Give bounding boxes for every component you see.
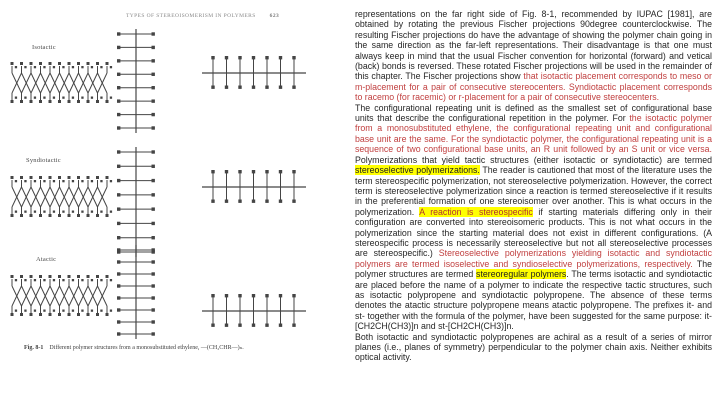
tacticity-label-atactic: Atactic	[36, 256, 57, 263]
syndiotactic-fischer-horizontal-diagram	[200, 166, 308, 206]
paragraph	[355, 9, 712, 103]
figure-caption-text: Different polymer structures from a monosubstituted ethylene, —(CH₂CHR—)ₙ.	[49, 345, 244, 351]
running-header	[126, 13, 326, 19]
syndiotactic-chain-diagram	[8, 167, 113, 225]
running-header-page-number: 623	[269, 13, 280, 19]
text-segment: if starting materials differing only in their configuration are converted into stereoisomeric products. This is not what occurs in the polymerization since the starting material does not exist in different configurations. (A stereospecific process is necessarily stereoselective but not all stereoselective processes are stereospecific.)	[355, 206, 712, 259]
paragraph	[355, 332, 712, 363]
figure-caption	[24, 344, 324, 351]
text-segment: Polymerizations that yield tactic structures (either isotactic or syndiotactic) are termed	[355, 154, 712, 165]
paragraph	[355, 103, 712, 332]
text-segment: representations on the far right side of Fig. 8-1, recommended by IUPAC [1981], are obtained by rotating the previous Fischer projections 90degree counterclockwise. The resulting Fischer projections do have the advantage of showing the polymer chain going in the same direction as the far-left representations. Their disadvantage is that one must always keep in mind that the usual Fischer convention for horizontal (forward) and vetical (back) bonds is reversed. These rotated Fischer projections will be used in the remainder of this chapter. The Fischer projections show	[355, 9, 712, 82]
red-text-segment: Stereoselective polymerizations yielding isotactic and syndiotactic polymers are termed isoselective and syndioselective polymerizations, respectively.	[355, 248, 712, 269]
isotactic-chain-diagram	[8, 53, 113, 111]
tacticity-label-isotactic: Isotactic	[32, 44, 56, 51]
highlighted-text-segment: stereoselective polymerizations.	[355, 165, 480, 176]
atactic-fischer-horizontal-diagram	[200, 290, 308, 330]
red-text-segment: that isotactic placement corresponds to meso or m-placement for a pair of consecutive stereocenters. Syndiotactic placement corresponds to racemo (for racemic) or r-placement for a pair of consecutive stereocenters.	[355, 71, 712, 103]
red-text-segment: the isotactic polymer from a monosubstituted ethylene, the configurational repeating unit and configurational base unit are the same. For the syndiotactic polymer, the configurational repeating unit is a sequence of two configurational base units, an R unit followed by an S unit or vice versa.	[355, 113, 712, 155]
atactic-chain-diagram	[8, 266, 113, 322]
highlighted-red-text-segment: A reaction is stereospecific	[419, 206, 533, 217]
text-segment: The reader is cautioned that most of the literature uses the term stereospecific polymerization, not stereoselective polymerization. However, the correct term is stereoselective polymerization since a reaction is termed stereoselective if it results in the preferential formation of one stereoisomer over another. This is what occurs in the polymerization.	[355, 165, 712, 217]
text-segment: The polymer structures are termed	[355, 258, 712, 280]
tacticity-label-syndiotactic: Syndiotactic	[26, 157, 61, 164]
running-header-title: TYPES OF STEREOISOMERISM IN POLYMERS	[126, 13, 256, 19]
text-segment: The configurational repeating unit is defined as the smallest set of configurational base units that describe the configurational repetition in the polymer. For	[355, 102, 712, 124]
highlighted-text-segment: stereoregular polymers	[476, 269, 567, 280]
left-page	[0, 0, 352, 404]
figure-caption-label: Fig. 8-1	[24, 345, 44, 351]
isotactic-fischer-vertical-diagram	[115, 26, 157, 136]
isotactic-fischer-horizontal-diagram	[200, 52, 308, 92]
text-segment: Both isotactic and syndiotactic polypropenes are achiral as a result of a series of mirror planes (i.e., planes of symmetry) perpendicular to the polymer chain axis. Neither exhibits optical activity.	[355, 331, 712, 363]
atactic-fischer-vertical-diagram	[115, 242, 157, 342]
text-segment: . The terms isotactic and syndiotactic are placed before the name of a polymer to indicate the respective tactic structures, such as isotactic polypropene and syndiotactic polypropene. The absence of these terms denotes the atactic structure polypropene means atactic polypropene. The prefixes it- and st- together with the formula of the polymer, have been suggested for the same purpose: it-[CH2CH(CH3)]n and st-[CH2CH(CH3)]n.	[355, 269, 712, 332]
right-page-text	[355, 9, 712, 401]
